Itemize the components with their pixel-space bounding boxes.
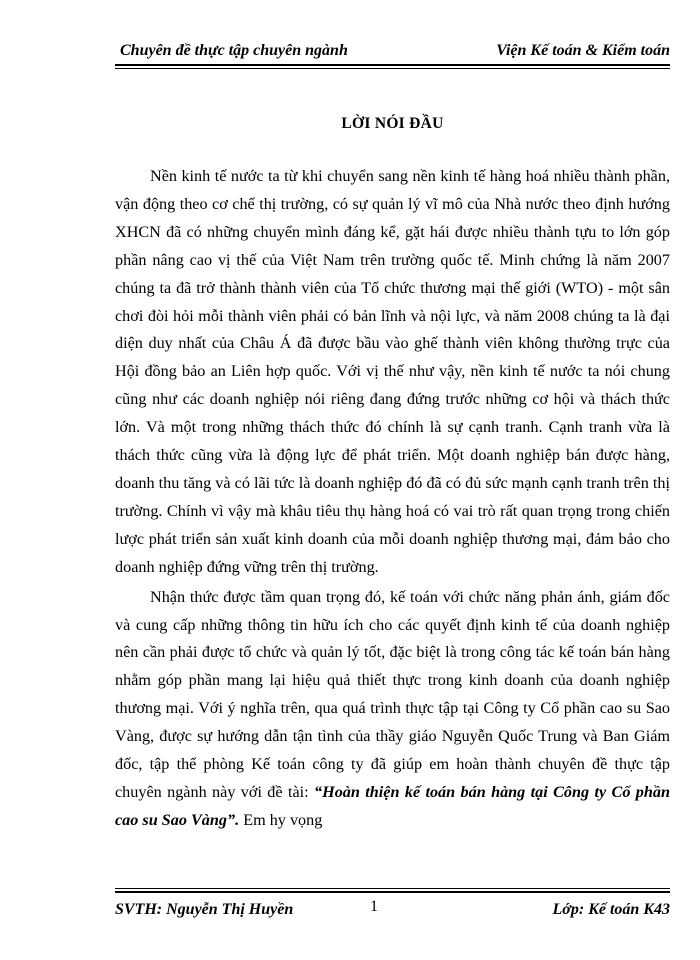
footer-rule-thick	[115, 891, 670, 893]
header-rule-thick	[115, 64, 670, 66]
page-header	[115, 40, 670, 70]
thesis-topic: “Hoàn thiện kế toán bán hàng tại Công ty Cổ phần cao su Sao Vàng”.	[115, 782, 670, 829]
footer-class: Lớp: Kế toán K43	[552, 901, 670, 918]
header-institute: Viện Kế toán & Kiểm toán	[496, 42, 670, 59]
footer-student: SVTH: Nguyễn Thị Huyền	[115, 901, 294, 918]
paragraph-2-tail: Em hy vọng	[239, 810, 323, 829]
page-footer	[115, 888, 670, 928]
header-rule-thin	[115, 68, 670, 69]
document-body	[115, 163, 670, 835]
footer-rule-thin	[115, 888, 670, 889]
paragraph-2-text: Nhận thức được tầm quan trọng đó, kế toán với chức năng phản ánh, giám đốc và cung cấp những thông tin hữu ích cho các quyết định kinh tế của doanh nghiệp nên cần phải được tổ chức và quản lý tốt, đặc biệt là trong công tác kế toán bán hàng nhằm góp phần mang lại hiệu quả thiết thực trong kinh doanh của doanh nghiệp thương mại. Với ý nghĩa trên, qua quá trình thực tập tại Công ty Cổ phần cao su Sao Vàng, được sự hướng dẫn tận tình của thầy giáo Nguyễn Quốc Trung và Ban Giám đốc, tập thể phòng Kế toán công ty đã giúp em hoàn thành chuyên đề thực tập chuyên ngành này với đề tài:	[115, 587, 670, 801]
page-title: LỜI NÓI ĐẦU	[341, 115, 444, 132]
paragraph-2	[115, 584, 670, 835]
paragraph-1: Nền kinh tế nước ta từ khi chuyển sang nền kinh tế hàng hoá nhiều thành phần, vận động theo cơ chế thị trường, có sự quản lý vĩ mô của Nhà nước theo định hướng XHCN đã có những chuyển mình đáng kể, gặt hái được nhiều thành tựu to lớn góp phần nâng cao vị thế của Việt Nam trên trường quốc tế. Minh chứng là năm 2007 chúng ta đã trở thành thành viên của Tổ chức thương mại thế giới (WTO) - một sân chơi đòi hỏi mỗi thành viên phải có bản lĩnh và nội lực, và năm 2008 chúng ta là đại diện duy nhất của Châu Á đã được bầu vào ghế thành viên không thường trực của Hội đồng bảo an Liên hợp quốc. Với vị thế như vậy, nền kinh tế nước ta nói chung cũng như các doanh nghiệp nói riêng đang đứng trước những cơ hội và thách thức lớn. Và một trong những thách thức đó chính là sự cạnh tranh. Cạnh tranh vừa là thách thức cũng vừa là động lực để phát triển. Một doanh nghiệp bán được hàng, doanh thu tăng và có lãi tức là doanh nghiệp đó đã có đủ sức mạnh cạnh tranh trên thị trường. Chính vì vậy mà khâu tiêu thụ hàng hoá có vai trò rất quan trọng trong chiến lược phát triển sản xuất kinh doanh của mỗi doanh nghiệp thương mại, đảm bảo cho doanh nghiệp đứng vững trên thị trường.	[115, 167, 670, 576]
page-number: 1	[370, 898, 378, 915]
header-course-title: Chuyên đề thực tập chuyên ngành	[120, 42, 348, 59]
